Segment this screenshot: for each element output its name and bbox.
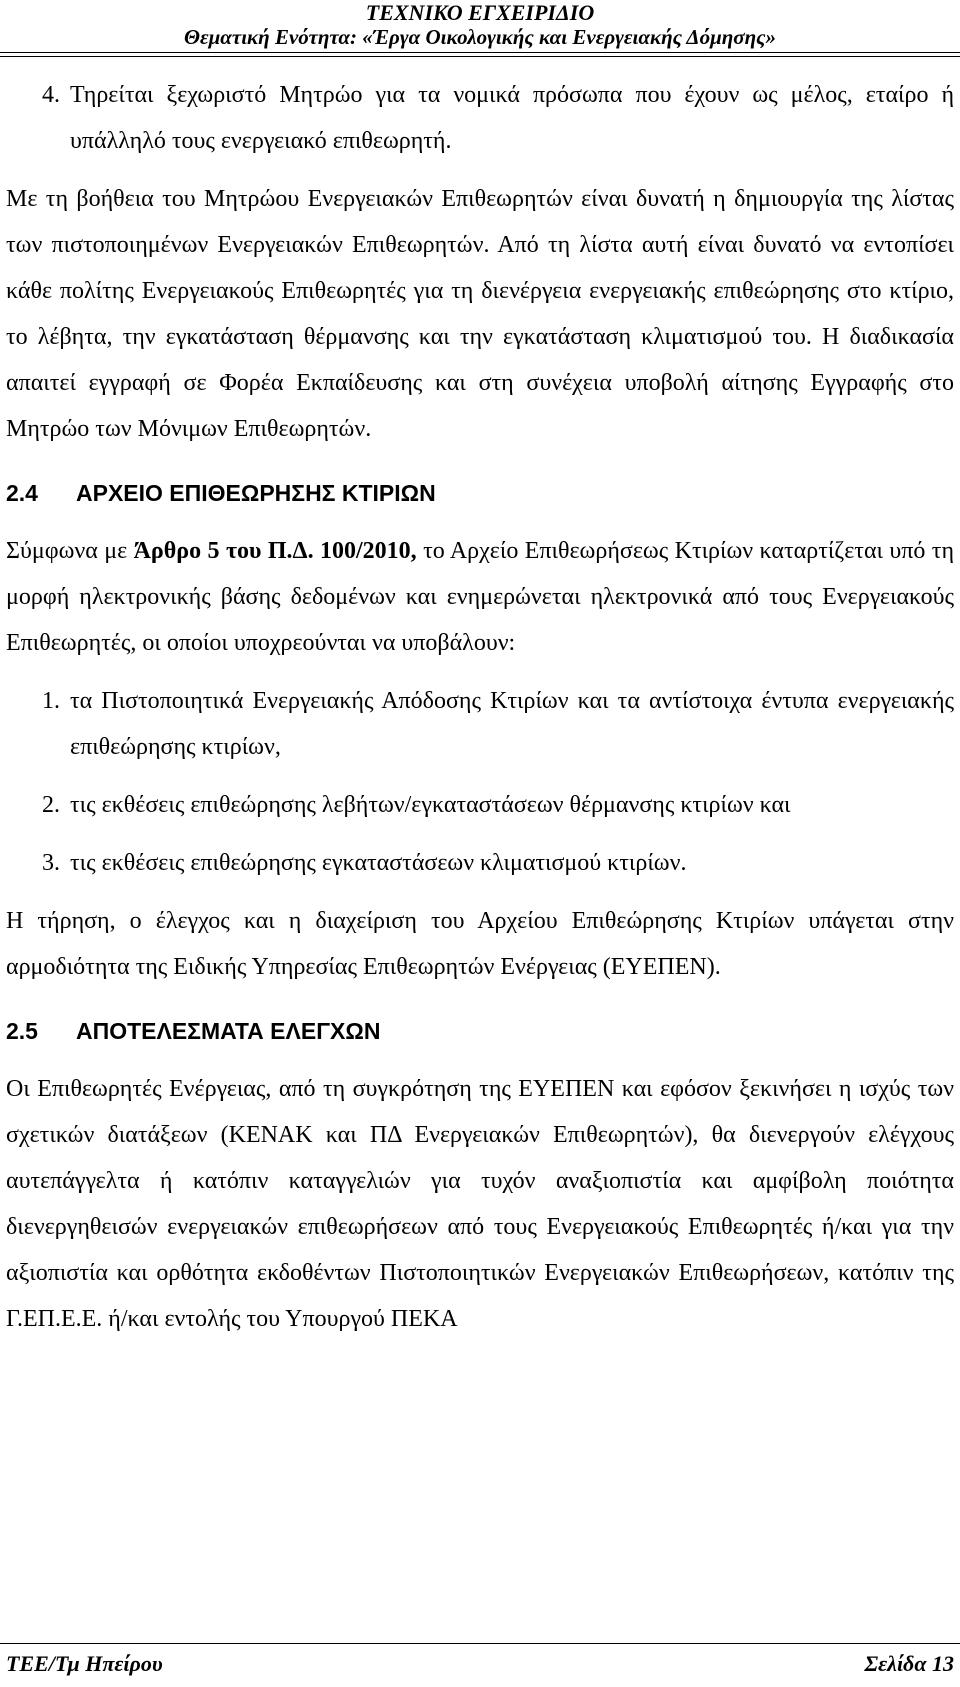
paragraph-archive-article: Άρθρο 5 του Π.Δ. 100/2010, bbox=[133, 538, 417, 564]
header-title: ΤΕΧΝΙΚΟ ΕΓΧΕΙΡΙΔΙΟ bbox=[365, 0, 595, 25]
section-heading-2-5 bbox=[6, 1008, 954, 1054]
paragraph-archive-post: το Αρχείο Επιθεωρήσεως Κτιρίων καταρτίζεται υπό τη μορφή ηλεκτρονικής βάσης δεδομένων και ενημερώνεται ηλεκτρονικά από τους Ενεργειακούς Επιθεωρητές, οι οποίοι υποχρεούνται να υποβάλουν: bbox=[6, 538, 955, 656]
footer-page-number: Σελίδα 13 bbox=[864, 1651, 954, 1676]
list-text: τα Πιστοποιητικά Ενεργειακής Απόδοσης Κτιρίων και τα αντίστοιχα έντυπα ενεργειακής επιθεώρησης κτιρίων, bbox=[70, 688, 954, 760]
paragraph-registry: Με τη βοήθεια του Μητρώου Ενεργειακών Επιθεωρητών είναι δυνατή η δημιουργία της λίστας των πιστοποιημένων Ενεργειακών Επιθεωρητών. Από τη λίστα αυτή είναι δυνατό να εντοπίσει κάθε πολίτης Ενεργειακούς Επιθεωρητές για τη διενέργεια ενεργειακής επιθεώρησης στο κτίριο, το λέβητα, την εγκατάσταση θέρμανσης και την εγκατάσταση κλιματισμού του. Η διαδικασία απαιτεί εγγραφή σε Φορέα Εκπαίδευσης και στη συνέχεια υποβολή αίτησης Εγγραφής στο Μητρώο των Μόνιμων Επιθεωρητών. bbox=[6, 186, 954, 442]
header-subtitle: Θεματική Ενότητα: «Έργα Οικολογικής και Ενεργειακής Δόμησης» bbox=[183, 25, 777, 49]
paragraph-responsibility: Η τήρηση, ο έλεγχος και η διαχείριση του Αρχείου Επιθεώρησης Κτιρίων υπάγεται στην αρμοδιότητα της Ειδικής Υπηρεσίας Επιθεωρητών Ενέργειας (ΕΥΕΠΕΝ). bbox=[6, 908, 954, 980]
list-item bbox=[6, 678, 954, 770]
list-number: 1. bbox=[42, 688, 60, 714]
list-text: Τηρείται ξεχωριστό Μητρώο για τα νομικά πρόσωπα που έχουν ως μέλος, εταίρο ή υπάλληλό τους ενεργειακό επιθεωρητή. bbox=[70, 82, 954, 154]
list-item-4 bbox=[6, 72, 954, 164]
list-number: 2. bbox=[42, 792, 60, 818]
footer-organization: ΤΕΕ/Τμ Ηπείρου bbox=[6, 1651, 163, 1676]
section-number: 2.4 bbox=[6, 480, 38, 506]
list-item bbox=[6, 782, 954, 828]
paragraph-archive bbox=[6, 528, 954, 666]
list-number: 4. bbox=[42, 82, 60, 108]
footer-divider bbox=[0, 1643, 960, 1644]
list-text: τις εκθέσεις επιθεώρησης εγκαταστάσεων κλιματισμού κτιρίων. bbox=[70, 850, 687, 876]
page-body bbox=[6, 72, 954, 1342]
header-divider bbox=[0, 52, 960, 53]
header-divider-double bbox=[0, 56, 960, 57]
list-number: 3. bbox=[42, 850, 60, 876]
section-number: 2.5 bbox=[6, 1018, 38, 1044]
section-title: ΑΠΟΤΕΛΕΣΜΑΤΑ ΕΛΕΓΧΩΝ bbox=[76, 1018, 381, 1044]
section-title: ΑΡΧΕΙΟ ΕΠΙΘΕΩΡΗΣΗΣ ΚΤΙΡΙΩΝ bbox=[76, 480, 436, 506]
section-heading-2-4 bbox=[6, 470, 954, 516]
list-text: τις εκθέσεις επιθεώρησης λεβήτων/εγκαταστάσεων θέρμανσης κτιρίων και bbox=[70, 792, 791, 818]
paragraph-inspections: Οι Επιθεωρητές Ενέργειας, από τη συγκρότηση της ΕΥΕΠΕΝ και εφόσον ξεκινήσει η ισχύς των σχετικών διατάξεων (ΚΕΝΑΚ και ΠΔ Ενεργειακών Επιθεωρητών), θα διενεργούν ελέγχους αυτεπάγγελτα ή κατόπιν καταγγελιών για τυχόν αναξιοπιστία και αμφίβολη ποιότητα διενεργηθεισών ενεργειακών επιθεωρήσεων από τους Ενεργειακούς Επιθεωρητές ή/και για την αξιοπιστία και ορθότητα εκδοθέντων Πιστοποιητικών Ενεργειακών Επιθεωρήσεων, κατόπιν της Γ.ΕΠ.Ε.Ε. ή/και εντολής του Υπουργού ΠΕΚΑ bbox=[6, 1076, 954, 1332]
paragraph-archive-pre: Σύμφωνα με bbox=[6, 538, 134, 564]
list-item bbox=[6, 840, 954, 886]
page-header bbox=[0, 0, 960, 50]
